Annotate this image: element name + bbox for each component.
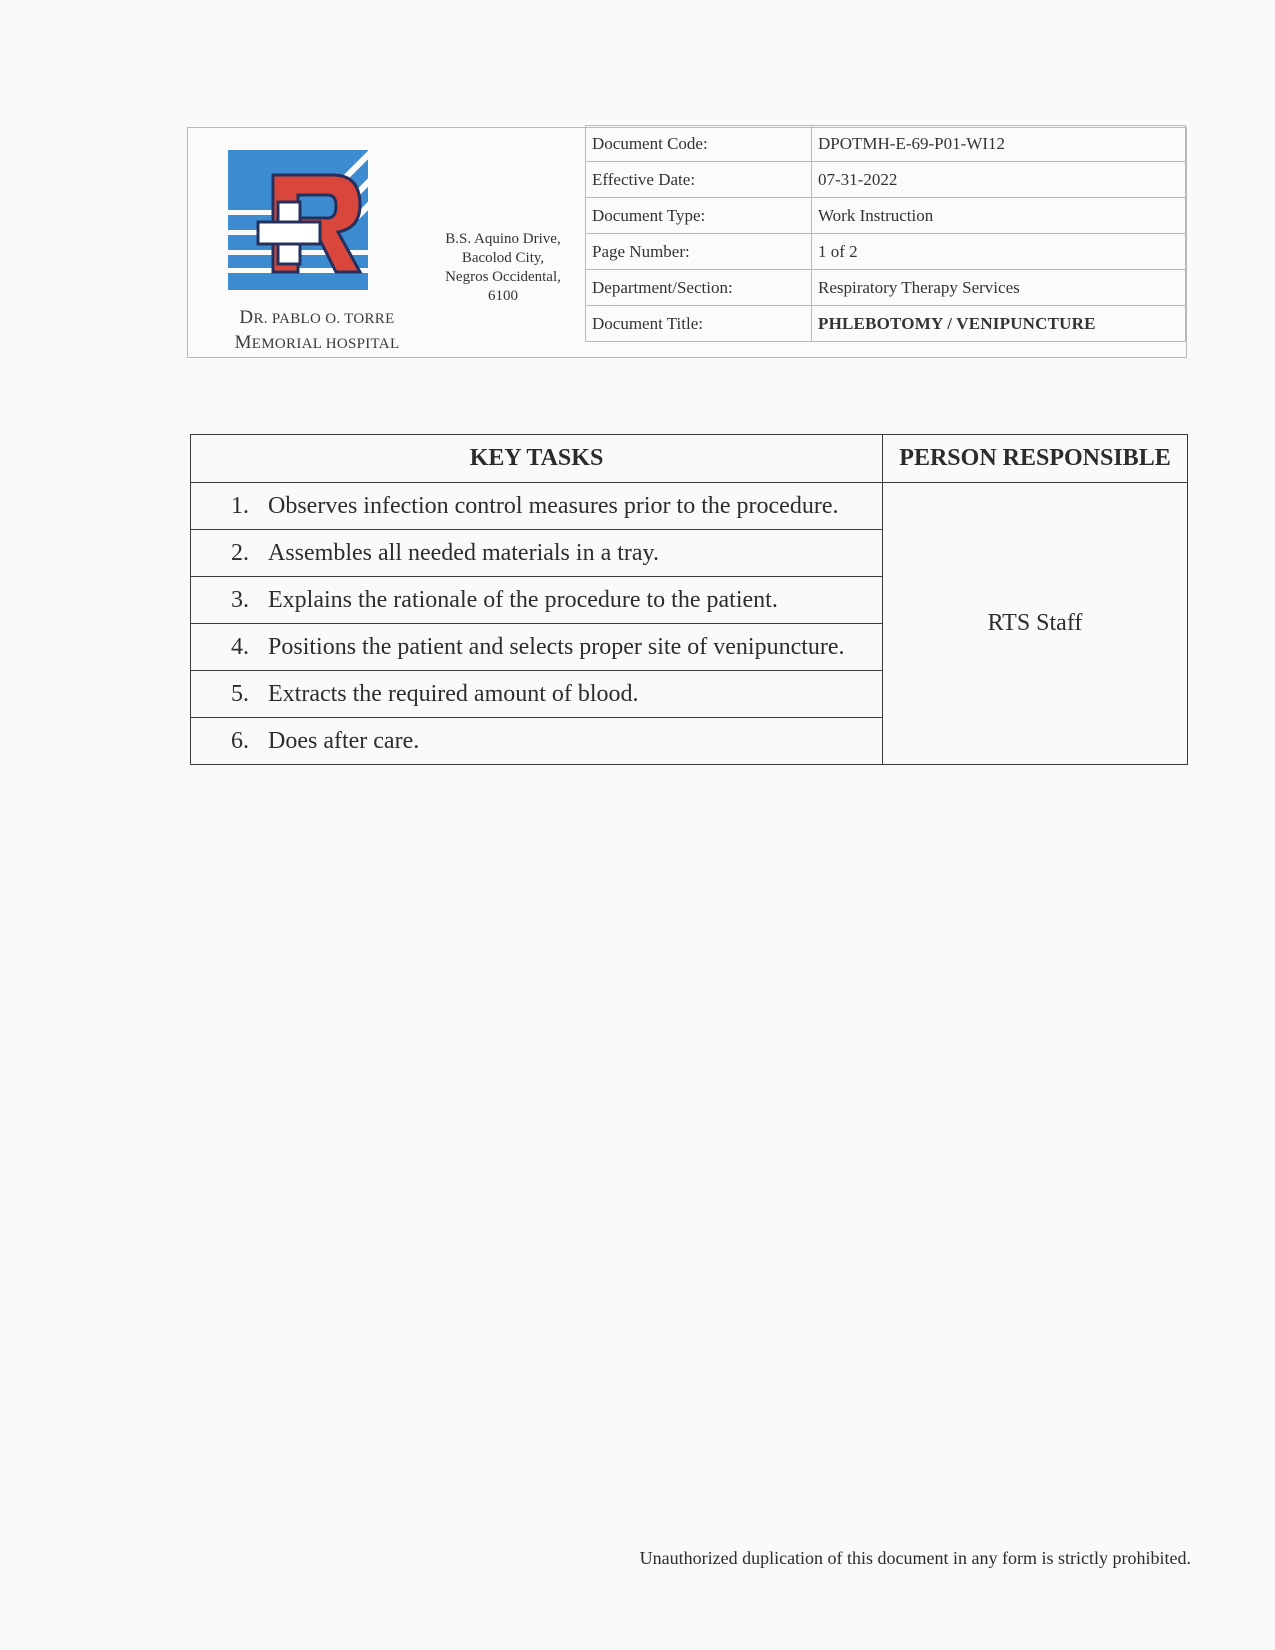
- task-text: Positions the patient and selects proper site of venipuncture.: [268, 634, 845, 660]
- hospital-address: B.S. Aquino Drive, Bacolod City, Negros Occidental, 6100: [445, 231, 561, 304]
- hospital-name: DR. PABLO O. TORRE MEMORIAL HOSPITAL: [234, 307, 400, 353]
- task-number: 4.: [231, 634, 249, 660]
- hospital-logo-icon: [228, 150, 388, 300]
- info-label: Document Type:: [586, 198, 812, 234]
- info-label: Department/Section:: [586, 270, 812, 306]
- task-number: 5.: [231, 681, 249, 707]
- info-value: Respiratory Therapy Services: [812, 270, 1186, 306]
- task-cell: [191, 530, 883, 577]
- task-cell: [191, 718, 883, 765]
- footer-notice: Unauthorized duplication of this document in any form is strictly prohibited.: [639, 1548, 1191, 1568]
- info-value: Work Instruction: [812, 198, 1186, 234]
- person-responsible-cell: RTS Staff: [883, 483, 1188, 765]
- tasks-header-row: [191, 435, 1188, 483]
- document-info-table: [585, 125, 1186, 342]
- info-value: 1 of 2: [812, 234, 1186, 270]
- info-row-document-code: [586, 126, 1186, 162]
- key-tasks-table: [190, 434, 1188, 765]
- person-responsible-header: PERSON RESPONSIBLE: [883, 435, 1188, 483]
- task-cell: [191, 624, 883, 671]
- info-label: Effective Date:: [586, 162, 812, 198]
- task-number: 3.: [231, 587, 249, 613]
- task-cell: [191, 671, 883, 718]
- task-cell: [191, 483, 883, 530]
- task-text: Assembles all needed materials in a tray.: [268, 540, 659, 566]
- task-cell: [191, 577, 883, 624]
- info-row-effective-date: [586, 162, 1186, 198]
- task-text: Does after care.: [268, 728, 420, 754]
- info-label: Document Code:: [586, 126, 812, 162]
- task-text: Extracts the required amount of blood.: [268, 681, 639, 707]
- info-row-department: [586, 270, 1186, 306]
- info-value: DPOTMH-E-69-P01-WI12: [812, 126, 1186, 162]
- info-row-page-number: [586, 234, 1186, 270]
- task-text: Explains the rationale of the procedure to the patient.: [268, 587, 778, 613]
- hospital-branding: [188, 128, 585, 357]
- info-row-document-title: [586, 306, 1186, 342]
- task-number: 2.: [231, 540, 249, 566]
- info-label: Document Title:: [586, 306, 812, 342]
- task-text: Observes infection control measures prior to the procedure.: [268, 493, 839, 519]
- info-value: 07-31-2022: [812, 162, 1186, 198]
- table-row: [191, 483, 1188, 530]
- info-row-document-type: [586, 198, 1186, 234]
- key-tasks-header: KEY TASKS: [191, 435, 883, 483]
- task-number: 6.: [231, 728, 249, 754]
- document-header: [187, 127, 1187, 358]
- info-label: Page Number:: [586, 234, 812, 270]
- task-number: 1.: [231, 493, 249, 519]
- info-value: PHLEBOTOMY / VENIPUNCTURE: [812, 306, 1186, 342]
